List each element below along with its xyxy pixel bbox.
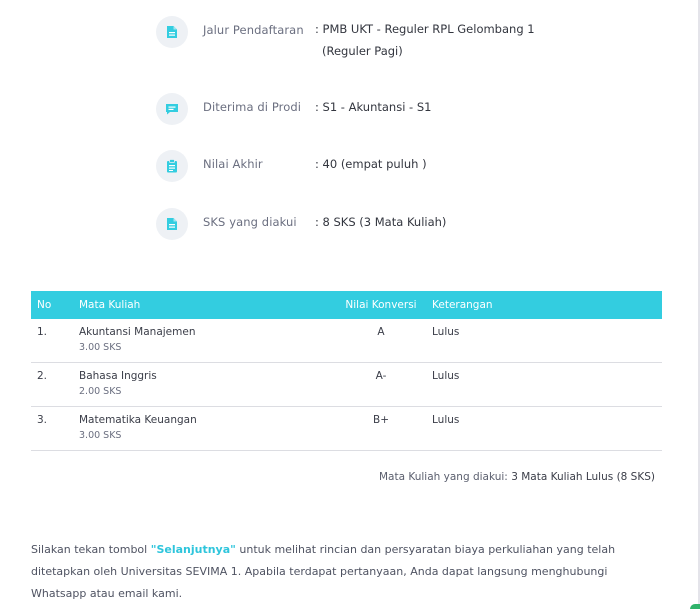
info-value-line2: (Reguler Pagi) [322, 44, 403, 58]
table-header [31, 291, 662, 319]
info-value [315, 18, 535, 62]
course-sks: 2.00 SKS [79, 386, 122, 397]
course-name: Bahasa Inggris [79, 370, 157, 382]
course-sks: 3.00 SKS [79, 342, 122, 353]
table-row [31, 363, 662, 407]
row-nilai: A- [375, 370, 387, 382]
info-label: SKS yang diakui [203, 215, 297, 229]
header-nilai-konversi: Nilai Konversi [345, 299, 417, 311]
chat-icon [156, 93, 188, 125]
row-keterangan: Lulus [432, 326, 460, 338]
row-no: 2. [37, 370, 48, 382]
document-icon [156, 16, 188, 48]
course-name: Matematika Keuangan [79, 414, 197, 426]
info-diterima-prodi [156, 93, 431, 125]
para-after: untuk melihat rincian dan persyaratan biaya perkuliahan yang telah ditetapkan oleh Universitas SEVIMA 1. Apabila terdapat pertanyaan, Anda dapat langsung menghubungi Whatsapp atau email kami. [31, 543, 616, 600]
document-icon [156, 208, 188, 240]
info-value-line1: : PMB UKT - Reguler RPL Gelombang 1 [315, 22, 535, 36]
info-value: : 8 SKS (3 Mata Kuliah) [315, 215, 447, 229]
header-no: No [37, 299, 52, 311]
row-no: 1. [37, 326, 48, 338]
clipboard-icon [156, 150, 188, 182]
course-name: Akuntansi Manajemen [79, 326, 196, 338]
info-label: Nilai Akhir [203, 157, 263, 171]
row-mata-kuliah [79, 326, 345, 353]
info-nilai-akhir [156, 150, 427, 182]
summary-text [379, 471, 655, 483]
selanjutnya-highlight: "Selanjutnya" [150, 543, 236, 556]
row-nilai: B+ [372, 414, 389, 426]
row-keterangan: Lulus [432, 370, 460, 382]
chat-widget-edge[interactable] [690, 604, 700, 609]
table-row [31, 319, 662, 363]
info-value: : S1 - Akuntansi - S1 [315, 100, 432, 114]
summary-bold: 3 Mata Kuliah Lulus (8 SKS) [511, 471, 655, 483]
para-before: Silakan tekan tombol [31, 543, 151, 556]
info-sks-diakui [156, 208, 446, 240]
course-sks: 3.00 SKS [79, 430, 122, 441]
table-row [31, 407, 662, 451]
row-nilai: A [377, 326, 385, 338]
info-jalur-pendaftaran [156, 16, 535, 62]
info-value: : 40 (empat puluh ) [315, 157, 427, 171]
row-no: 3. [37, 414, 48, 426]
row-mata-kuliah [79, 414, 345, 441]
row-mata-kuliah [79, 370, 345, 397]
header-keterangan: Keterangan [432, 299, 493, 311]
info-label: Diterima di Prodi [203, 100, 302, 114]
info-paragraph [31, 539, 631, 605]
row-keterangan: Lulus [432, 414, 460, 426]
header-mata-kuliah: Mata Kuliah [79, 299, 141, 311]
mata-kuliah-table [31, 291, 662, 451]
summary-prefix: Mata Kuliah yang diakui: [378, 471, 512, 483]
info-label: Jalur Pendaftaran [203, 23, 304, 37]
